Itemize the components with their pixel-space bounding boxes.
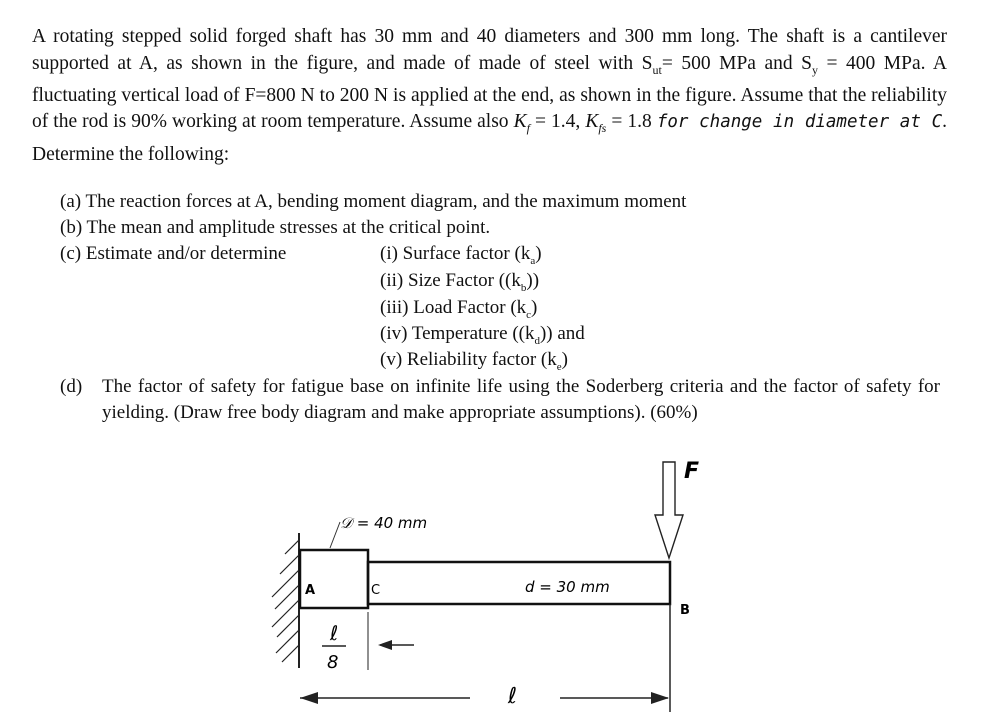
item-d-label: (d)	[60, 376, 83, 397]
l-over-8-denominator: 8	[327, 652, 339, 673]
length-arrow-left	[300, 692, 318, 704]
length-arrow-right	[651, 692, 669, 704]
force-label: F	[684, 459, 700, 484]
point-c-label: C	[371, 583, 381, 598]
total-length-label: ℓ	[508, 684, 518, 709]
problem-statement: A rotating stepped solid forged shaft has 30 mm and 40 diameters and 300 mm long. The shaft is a cantilever supported at A, as shown in the figure, and made of made of steel with $S_{ut}= 500$ MPa and $S_y = 400$ MPa. A fluctuating vertical load of F=800 N to 200 N is applied at the end, as shown in the figure. Assume that the reliability of the rod is 90% working at room temperature. Assume also $K_f = 1.4$, $K_{fs} = 1.8$ for change in diameter at C. Determine the following:	[32, 26, 948, 165]
shaft-small-section	[368, 562, 670, 604]
shaft-large-section	[300, 550, 368, 608]
item-c-iv: (iv) Temperature $((k_d))$ and	[380, 323, 585, 347]
point-a-label: A	[305, 583, 316, 598]
wall-support	[272, 533, 299, 668]
c-pointer-arrowhead	[378, 640, 392, 650]
item-c-i: (i) Surface factor $(k_a)$	[380, 243, 542, 267]
item-c-ii: (ii) Size Factor $((k_b))$	[380, 270, 540, 294]
force-arrow	[655, 462, 683, 558]
item-c-v: (v) Reliability factor $(k_e)$	[380, 349, 568, 373]
item-d-text: The factor of safety for fatigue base on infinite life using the Soderberg criteria and the factor of safety for yielding. (Draw free body diagram and make appropriate assumptions). (60%)	[102, 376, 940, 423]
item-a: (a) The reaction forces at A, bending moment diagram, and the maximum moment	[60, 191, 687, 212]
point-b-label: B	[680, 603, 690, 618]
item-b: (b) The mean and amplitude stresses at the critical point.	[60, 217, 491, 238]
big-diameter-label: 𝒟 = 40 mm	[340, 514, 428, 532]
item-c-iii: (iii) Load Factor $(k_c)$	[380, 297, 538, 321]
diameter-leader	[330, 522, 340, 548]
l-over-8-numerator: ℓ	[330, 621, 339, 645]
item-c: (c) Estimate and/or determine	[60, 243, 287, 264]
small-diameter-label: d = 30 mm	[525, 578, 610, 596]
